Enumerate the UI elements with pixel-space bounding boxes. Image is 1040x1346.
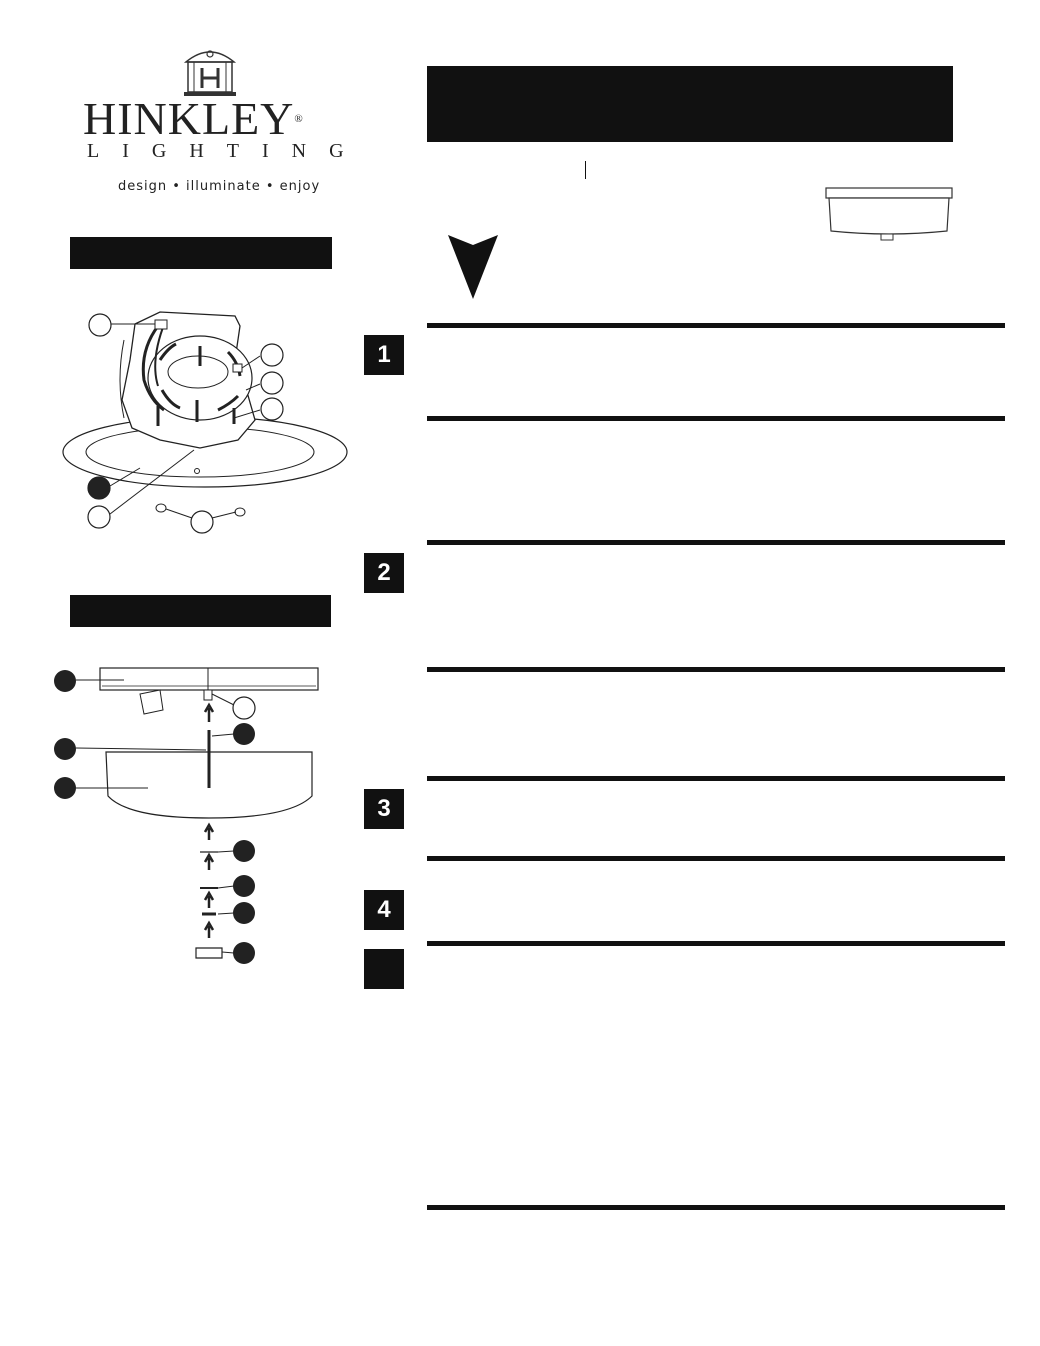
callout-4	[54, 738, 76, 760]
callout-a	[89, 314, 111, 336]
logo	[80, 48, 367, 198]
mounting-diagram	[60, 300, 340, 550]
callout-f	[88, 506, 110, 528]
step-box-1: 1	[364, 335, 404, 375]
step-box-5	[364, 949, 404, 989]
brand-tagline: design • illuminate • enjoy	[118, 179, 321, 194]
rule-2	[427, 416, 1005, 421]
rule-7	[427, 941, 1005, 946]
brand-name-text: HINKLEY	[83, 93, 295, 144]
callout-d	[261, 398, 283, 420]
title-divider	[585, 161, 586, 179]
fixture-thumbnail-icon	[825, 185, 955, 245]
arrow-up-4	[205, 893, 213, 908]
lantern-logo-icon	[180, 48, 240, 98]
rule-5	[427, 776, 1005, 781]
arrow-up-3	[205, 855, 213, 870]
rule-8	[427, 1205, 1005, 1210]
canopy	[100, 668, 318, 690]
assembly-diagram	[50, 660, 340, 980]
registered-mark: ®	[294, 113, 303, 125]
step-box-4: 4	[364, 890, 404, 930]
callout-8	[233, 902, 255, 924]
step-box-3: 3	[364, 789, 404, 829]
callout-b	[261, 344, 283, 366]
callout-g	[191, 511, 213, 533]
finial	[196, 948, 222, 958]
callout-5	[54, 777, 76, 799]
callout-6	[233, 840, 255, 862]
section-header-bar-2	[70, 595, 331, 627]
arrow-up-1	[205, 705, 213, 722]
step-box-2: 2	[364, 553, 404, 593]
rule-1	[427, 323, 1005, 328]
section-header-bar-1	[70, 237, 332, 269]
callout-7	[233, 875, 255, 897]
callout-c	[261, 372, 283, 394]
arrow-up-2	[205, 825, 213, 840]
rule-4	[427, 667, 1005, 672]
callout-e-filled	[88, 477, 110, 499]
callout-2	[233, 697, 255, 719]
brand-sub: LIGHTING	[87, 140, 367, 162]
rule-6	[427, 856, 1005, 861]
callout-9	[233, 942, 255, 964]
title-bar	[427, 66, 953, 142]
callout-3	[233, 723, 255, 745]
callout-1	[54, 670, 76, 692]
arrow-up-5	[205, 923, 213, 938]
brand-name	[83, 93, 303, 144]
down-arrow-icon	[448, 235, 498, 299]
rule-3	[427, 540, 1005, 545]
